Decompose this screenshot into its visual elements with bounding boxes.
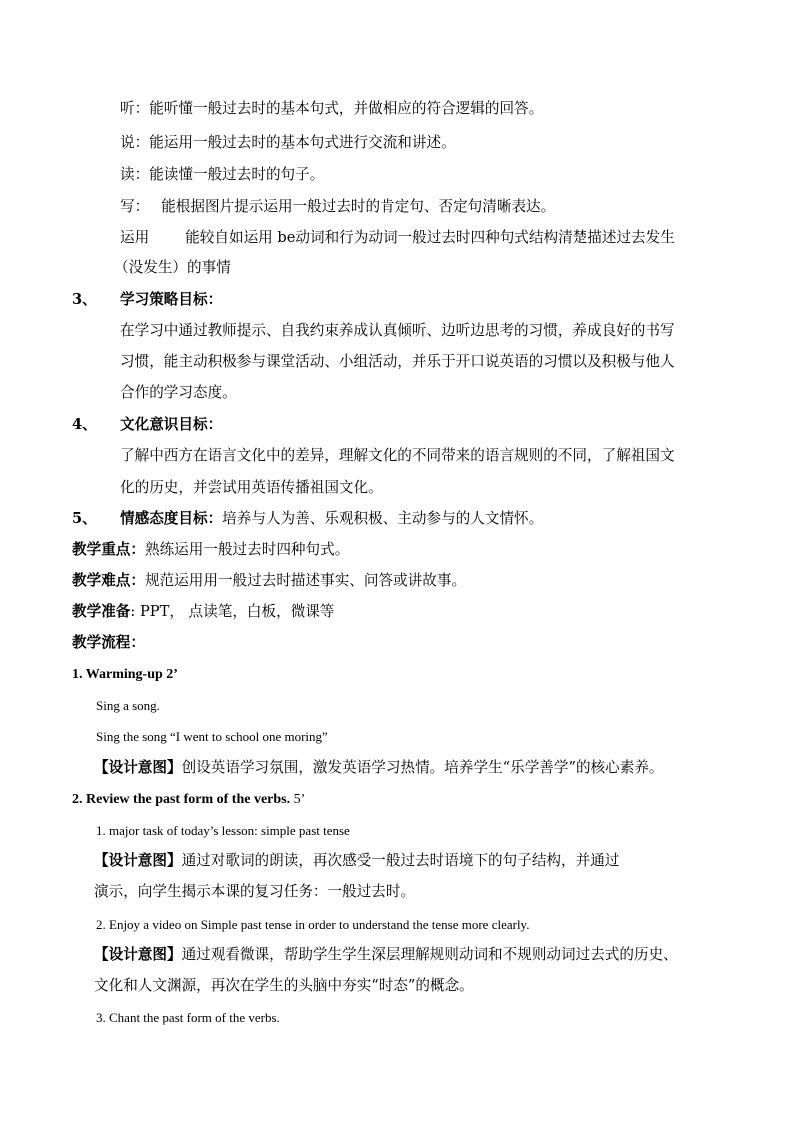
step-2-intent-1-text: 通过对歌词的朗读，再次感受一般过去时语境下的句子结构，并通过 — [181, 852, 620, 869]
section-5 — [72, 509, 543, 529]
key-point-label: 教学重点： — [72, 541, 145, 558]
preparation-label: 教学准备 — [72, 603, 131, 620]
step-2-heading-text: 2. Review the past form of the verbs. — [72, 792, 291, 807]
key-point-text: 熟练运用一般过去时四种句式。 — [144, 541, 350, 558]
step-2-heading — [72, 790, 305, 810]
objective-speak: 说：能运用一般过去时的基本句式进行交流和讲述。 — [120, 134, 456, 151]
teaching-process-title: 教学流程： — [72, 634, 145, 651]
section-3-title: 学习策略目标： — [120, 291, 223, 308]
step-2-heading-time: 5’ — [290, 792, 306, 807]
objective-apply — [120, 228, 675, 248]
section-5-number: 5、 — [72, 510, 97, 527]
step-1-intent — [94, 758, 664, 778]
step-1-line-2: Sing the song “I went to school one moring” — [96, 729, 328, 744]
section-4-title: 文化意识目标： — [120, 416, 223, 433]
objective-write — [120, 197, 555, 217]
difficulty-label: 教学难点： — [72, 572, 145, 589]
section-3-heading — [72, 290, 222, 310]
difficulty-text: 规范运用用一般过去时描述事实、问答或讲故事。 — [144, 572, 467, 589]
step-2-item-2: 2. Enjoy a video on Simple past tense in order to understand the tense more clearly. — [96, 917, 530, 932]
preparation-text: : PPT， 点读笔，白板，微课等 — [130, 603, 335, 620]
step-2-intent-2-label: 【设计意图】 — [94, 946, 182, 963]
section-3-line-2: 习惯，能主动积极参与课堂活动、小组活动，并乐于开口说英语的习惯以及积极与他人 — [120, 353, 675, 370]
section-4-line-2: 化的历史，并尝试用英语传播祖国文化。 — [120, 479, 383, 496]
section-4-line-1: 了解中西方在语言文化中的差异，理解文化的不同带来的语言规则的不同，了解祖国文 — [120, 447, 675, 464]
step-2-intent-1 — [94, 851, 619, 871]
objective-listen: 听：能听懂一般过去时的基本句式，并做相应的符合逻辑的回答。 — [120, 100, 544, 117]
step-2-intent-1-label: 【设计意图】 — [94, 852, 182, 869]
teaching-difficulty — [72, 571, 466, 591]
section-4-heading — [72, 415, 222, 435]
step-2-intent-2 — [94, 945, 678, 965]
objective-read: 读：能读懂一般过去时的句子。 — [120, 166, 325, 183]
section-4-number: 4、 — [72, 416, 97, 433]
step-1-intent-label: 【设计意图】 — [94, 759, 182, 776]
step-2-intent-2-text: 通过观看微课，帮助学生学生深层理解规则动词和不规则动词过去式的历史、 — [181, 946, 678, 963]
step-1-heading: 1. Warming-up 2’ — [72, 667, 178, 682]
objective-apply-continued: （没发生）的事情 — [114, 259, 231, 276]
objective-write-text: 能根据图片提示运用一般过去时的肯定句、否定句清晰表达。 — [161, 198, 556, 215]
step-2-intent-2-continued: 文化和人文渊源，再次在学生的头脑中夯实“时态”的概念。 — [94, 977, 474, 994]
objective-apply-label: 运用 — [120, 229, 150, 246]
step-2-intent-1-continued: 演示，向学生揭示本课的复习任务：一般过去时。 — [94, 883, 416, 900]
step-2-item-3: 3. Chant the past form of the verbs. — [96, 1010, 280, 1025]
objective-apply-text: 能较自如运用 be动词和行为动词一般过去时四种句式结构清楚描述过去发生 — [185, 229, 675, 246]
section-5-text: 培养与人为善、乐观积极、主动参与的人文情怀。 — [222, 510, 544, 527]
section-5-title: 情感态度目标： — [120, 510, 223, 527]
section-3-line-1: 在学习中通过教师提示、自我约束养成认真倾听、边听边思考的习惯，养成良好的书写 — [120, 322, 675, 339]
step-1-line-1: Sing a song. — [96, 698, 160, 713]
section-3-line-3: 合作的学习态度。 — [120, 384, 237, 401]
section-3-number: 3、 — [72, 291, 97, 308]
teaching-key-point — [72, 540, 349, 560]
step-2-item-1: 1. major task of today’s lesson: simple past tense — [96, 823, 350, 838]
objective-write-label: 写： — [120, 198, 150, 215]
step-1-intent-text: 创设英语学习氛围，激发英语学习热情。培养学生“乐学善学”的核心素养。 — [181, 759, 664, 776]
teaching-preparation — [72, 602, 335, 622]
